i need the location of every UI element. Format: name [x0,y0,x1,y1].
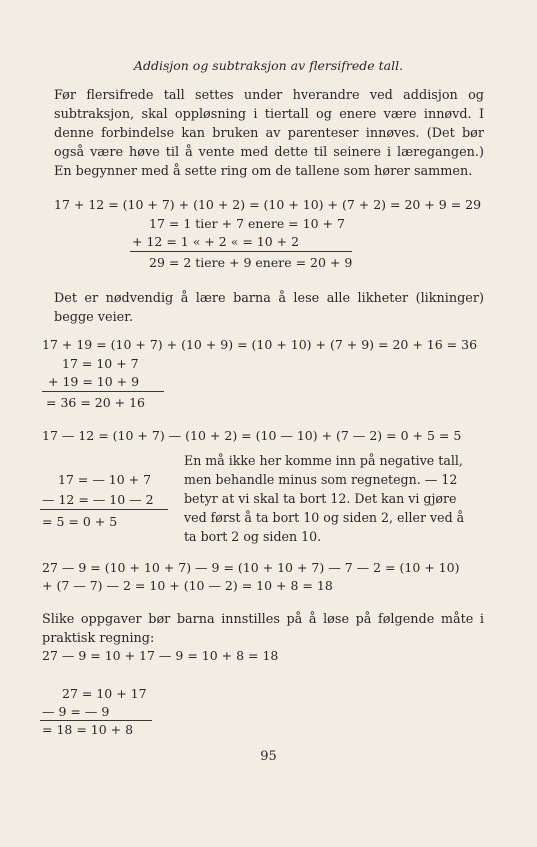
section-title: Addisjon og subtraksjon av flersifrede tall. [133,58,404,73]
note-line-3: betyr at vi skal ta bort 12. Det kan vi gjøre [184,491,457,506]
equation-4-line-2: + (7 — 7) — 2 = 10 + (10 — 2) = 10 + 8 = 18 [42,578,333,593]
equation-2-line-4: = 36 = 20 + 16 [46,395,146,410]
equation-3-line-2: 17 = — 10 + 7 [58,472,152,487]
note-line-5: ta bort 2 og siden 10. [184,529,322,544]
sum-rule-1 [130,251,352,252]
equation-1-line-1: 17 + 12 = (10 + 7) + (10 + 2) = (10 + 10) + (7 + 2) = 20 + 9 = 29 [54,197,482,212]
paragraph-practical: Slike oppgaver bør barna innstilles på å løse på følgende måte i praktisk regning: [42,612,484,646]
equation-3-line-1: 17 — 12 = (10 + 7) — (10 + 2) = (10 — 10) + (7 — 2) = 0 + 5 = 5 [42,428,462,443]
page-number: 95 [260,749,277,764]
note-line-4: ved først å ta bort 10 og siden 2, eller ved å [184,510,465,525]
equation-5-line-1: 27 — 9 = 10 + 17 — 9 = 10 + 8 = 18 [42,648,279,663]
equation-3-line-4: = 5 = 0 + 5 [42,514,118,529]
equation-3-line-3: — 12 = — 10 — 2 [42,492,154,507]
paragraph-intro: Før flersifrede tall settes under hverandre ved addisjon og subtraksjon, skal oppløsning i tiertall og enere være innøvd. I denne forbindelse kan bruken av parenteser innøves. (Det bør også være høve til å vente med dette til seinere i læregangen.) En begynner med å sette ring om de tallene som hører sammen. [54,88,484,179]
paragraph-read-both-ways: Det er nødvendig å lære barna å lese alle likheter (likninger) begge veier. [54,291,484,325]
equation-2-line-1: 17 + 19 = (10 + 7) + (10 + 9) = (10 + 10) + (7 + 9) = 20 + 16 = 36 [42,337,478,352]
sum-rule-5 [40,720,152,721]
equation-5-line-2: 27 = 10 + 17 [62,686,147,701]
equation-2-line-3: + 19 = 10 + 9 [48,374,140,389]
sum-rule-3 [40,509,168,510]
equation-2-line-2: 17 = 10 + 7 [62,356,139,371]
equation-1-line-2: 17 = 1 tier + 7 enere = 10 + 7 [149,216,345,231]
note-line-1: En må ikke her komme inn på negative tall, [184,453,463,468]
equation-1-line-3: + 12 = 1 « + 2 « = 10 + 2 [132,234,300,249]
equation-5-line-3: — 9 = — 9 [42,704,110,719]
sum-rule-2 [42,391,164,392]
note-line-2: men behandle minus som regnetegn. — 12 [184,472,458,487]
equation-1-line-4: 29 = 2 tiere + 9 enere = 20 + 9 [149,255,353,270]
equation-5-line-4: = 18 = 10 + 8 [42,722,134,737]
equation-4-line-1: 27 — 9 = (10 + 10 + 7) — 9 = (10 + 10 + 7) — 7 — 2 = (10 + 10) [42,560,460,575]
